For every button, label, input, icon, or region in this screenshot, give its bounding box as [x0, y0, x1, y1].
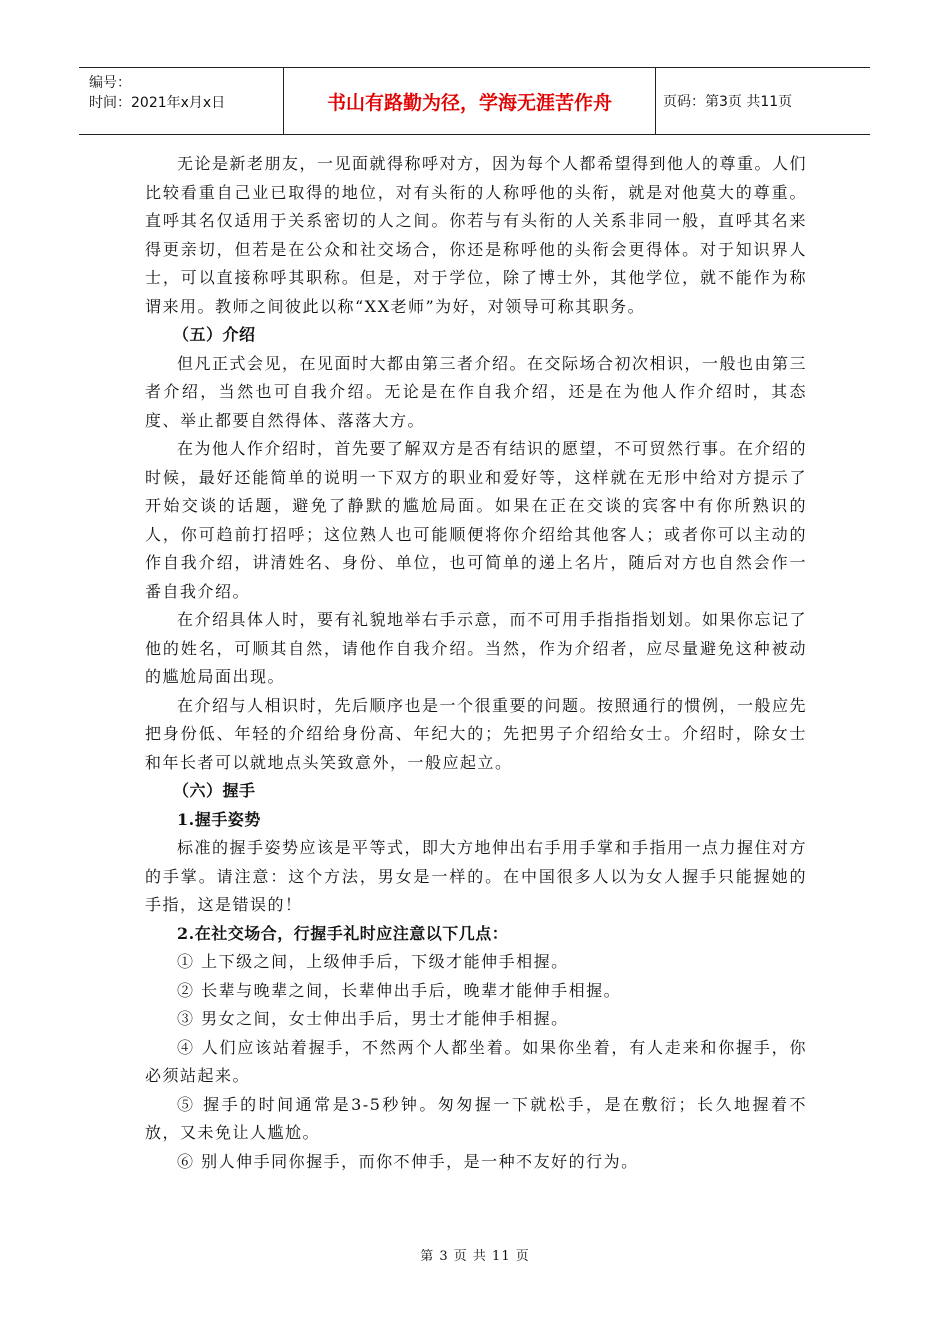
paragraph: 无论是新老朋友，一见面就得称呼对方，因为每个人都希望得到他人的尊重。人们比较看重自己业已取得的地位，对有头衔的人称呼他的头衔，就是对他莫大的尊重。直呼其名仅适用于关系密切的人之间。你若与有头衔的人关系非同一般，直呼其名来得更亲切，但若是在公众和社交场合，你还是称呼他的头衔会更得体。对于知识界人士，可以直接称呼其职称。但是，对于学位，除了博士外，其他学位，就不能作为称谓来用。教师之间彼此以称“XX老师”为好，对领导可称其职务。	[145, 154, 808, 316]
list-item: ⑥ 别人伸手同你握手，而你不伸手，是一种不友好的行为。	[177, 1151, 639, 1171]
subheading-handshake-rules: 2.在社交场合，行握手礼时应注意以下几点：	[177, 923, 509, 943]
paragraph: 在为他人作介绍时，首先要了解双方是否有结识的愿望，不可贸然行事。在介绍的时候，最好还能简单的说明一下双方的职业和爱好等，这样就在无形中给对方提示了开始交谈的话题，避免了静默的尴尬局面。如果在正在交谈的宾客中有你所熟识的人，你可趋前打招呼；这位熟人也可能顺便将你介绍给其他客人；或者你可以主动的作自我介绍，讲清姓名、身份、单位，也可简单的递上名片，随后对方也自然会作一番自我介绍。	[145, 439, 808, 601]
list-item: ① 上下级之间，上级伸手后，下级才能伸手相握。	[177, 952, 569, 971]
section-heading-introduction: （五）介绍	[173, 325, 256, 344]
paragraph: 在介绍具体人时，要有礼貌地举右手示意，而不可用手指指指划划。如果你忘记了他的姓名，可顺其自然，请他作自我介绍。当然，作为介绍者，应尽量避免这种被动的尴尬局面出现。	[145, 610, 808, 686]
paragraph: 在介绍与人相识时，先后顺序也是一个很重要的问题。按照通行的惯例，一般应先把身份低、年轻的介绍给身份高、年纪大的；先把男子介绍给女士。介绍时，除女士和年长者可以就地点头笑致意外，一般应起立。	[145, 695, 808, 772]
page-info: 页码：第3页 共11页	[663, 94, 793, 110]
paragraph: 但凡正式会见，在见面时大都由第三者介绍。在交际场合初次相识，一般也由第三者介绍，当然也可自我介绍。无论是在作自我介绍，还是在为他人作介绍时，其态度、举止都要自然得体、落落大方。	[145, 353, 808, 430]
subheading-handshake-posture: 1.握手姿势	[177, 809, 261, 829]
list-item: ⑤ 握手的时间通常是3-5秒钟。匆匆握一下就松手，是在敷衍；长久地握着不放，又未免让人尴尬。	[145, 1094, 807, 1142]
motto-text: 书山有路勤为径，学海无涯苦作舟	[326, 91, 612, 114]
section-heading-handshake: （六）握手	[173, 781, 256, 800]
header-page-cell	[656, 68, 870, 134]
list-item: ③ 男女之间，女士伸出手后，男士才能伸手相握。	[177, 1009, 569, 1028]
footer-page-number: 第 3 页 共 11 页	[420, 1249, 530, 1264]
list-item: ④ 人们应该站着握手，不然两个人都坐着。如果你坐着，有人走来和你握手，你必须站起来。	[145, 1037, 807, 1085]
list-item: ② 长辈与晚辈之间，长辈伸出手后，晚辈才能伸手相握。	[177, 980, 622, 1000]
page-footer	[0, 1245, 950, 1264]
header-motto-cell	[284, 68, 656, 134]
document-body	[145, 150, 807, 1176]
date-label: 时间：2021年x月x日	[89, 95, 226, 111]
page-header	[79, 67, 870, 135]
serial-label: 编号：	[89, 75, 131, 91]
header-meta-cell	[79, 68, 284, 134]
paragraph: 标准的握手姿势应该是平等式，即大方地伸出右手用手掌和手指用一点力握住对方的手掌。请注意：这个方法，男女是一样的。在中国很多人以为女人握手只能握她的手指，这是错误的！	[145, 838, 808, 914]
